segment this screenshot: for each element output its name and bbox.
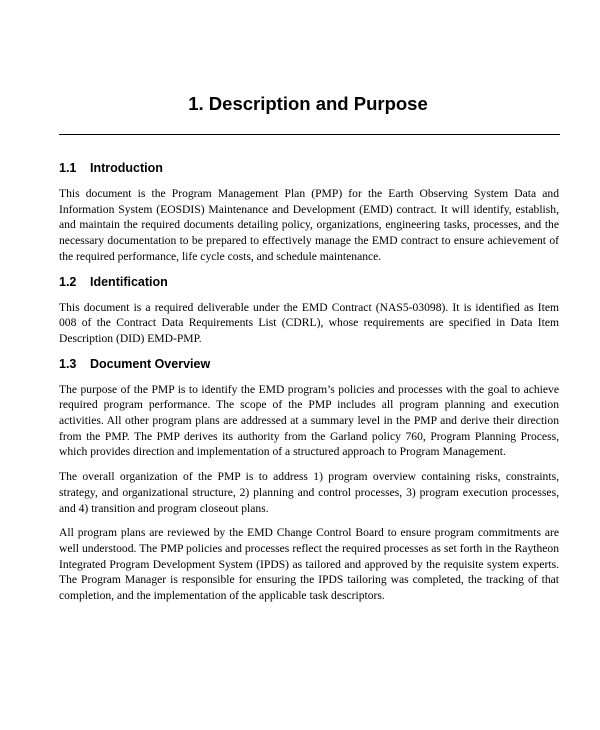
section-title: Document Overview bbox=[90, 356, 211, 371]
section-heading bbox=[59, 160, 559, 176]
section-number: 1.2 bbox=[59, 274, 77, 289]
section-identification bbox=[59, 274, 559, 347]
section-title: Identification bbox=[90, 274, 168, 289]
section-number: 1.1 bbox=[59, 161, 77, 175]
title-divider bbox=[59, 134, 560, 135]
page-title: 1. Description and Purpose bbox=[188, 93, 428, 114]
paragraph: The purpose of the PMP is to identify the EMD program’s policies and processes with the goal to achieve required program performance. The scope of the PMP includes all program planning and execution activities. All other program plans are addressed at a summary level in the PMP and derive their direction from the PMP. The PMP derives its authority from the Garland policy 760, Program Planning Process, which provides direction and implementation of a structured approach to Program Management. bbox=[59, 382, 559, 459]
section-introduction bbox=[59, 160, 559, 265]
paragraph: All program plans are reviewed by the EMD Change Control Board to ensure program commitments are well understood. The PMP policies and processes reflect the required processes as set forth in the Raytheon Integrated Program Development System (IPDS) as tailored and approved by the requisite system experts. The Program Manager is responsible for ensuring the IPDS tailoring was completed, the tracking of that completion, and the implementation of the applicable task descriptors. bbox=[59, 526, 559, 603]
section-title: Introduction bbox=[90, 161, 163, 175]
section-document-overview bbox=[59, 356, 559, 604]
paragraph: This document is a required deliverable under the EMD Contract (NAS5-03098). It is identified as Item 008 of the Contract Data Requirements List (CDRL), whose requirements are specified in Data Item Description (DID) EMD-PMP. bbox=[59, 300, 559, 345]
paragraph: This document is the Program Management Plan (PMP) for the Earth Observing System Data and Information System (EOSDIS) Maintenance and Development (EMD) contract. It will identify, establish, and maintain the required documents detailing policy, organizations, engineering tasks, processes, and the necessary documentation to be prepared to effectively manage the EMD contract to ensure achievement of the required performance, life cycle costs, and schedule maintenance. bbox=[59, 187, 559, 263]
section-number: 1.3 bbox=[59, 356, 77, 371]
section-heading bbox=[59, 274, 559, 290]
section-heading bbox=[59, 356, 559, 372]
paragraph: The overall organization of the PMP is to address 1) program overview containing risks, constraints, strategy, and organizational structure, 2) planning and control processes, 3) program execution processes, and 4) transition and program closeout plans. bbox=[59, 470, 559, 515]
document-body bbox=[59, 160, 559, 614]
